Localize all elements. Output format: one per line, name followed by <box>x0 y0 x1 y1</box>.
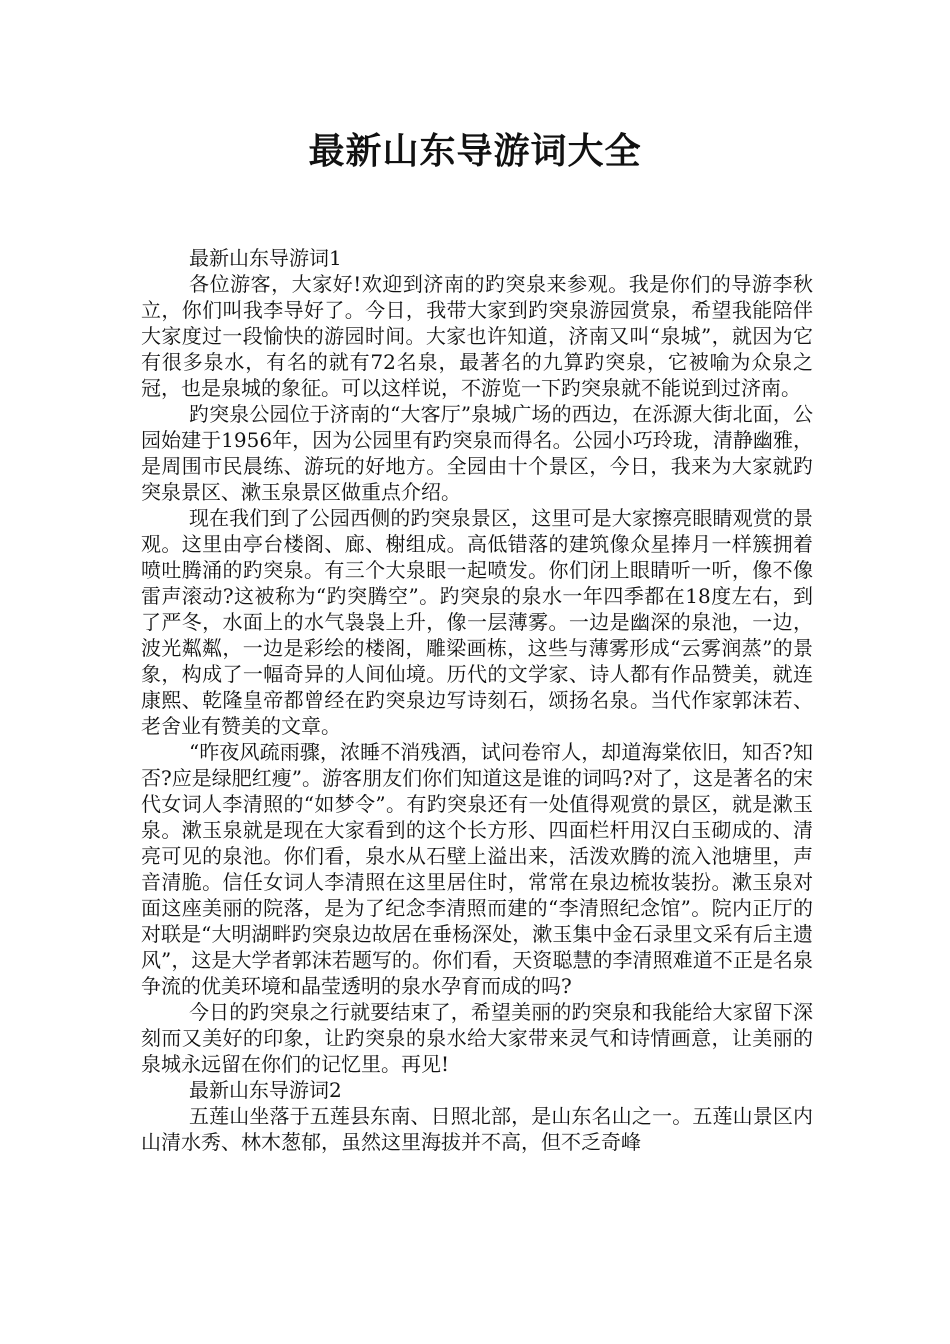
paragraph: 各位游客，大家好!欢迎到济南的趵突泉来参观。我是你们的导游李秋立，你们叫我李导好了。今日，我带大家到趵突泉游园赏泉，希望我能陪伴大家度过一段愉快的游园时间。大家也许知道，济南又叫“泉城”，就因为它有很多泉水，有名的就有72名泉，最著名的九算趵突泉，它被喻为众泉之冠，也是泉城的象征。可以这样说，不游览一下趵突泉就不能说到过济南。 <box>141 272 813 400</box>
section-heading: 最新山东导游词1 <box>189 246 342 270</box>
section-heading: 最新山东导游词2 <box>189 1078 342 1102</box>
paragraph: 现在我们到了公园西侧的趵突泉景区，这里可是大家擦亮眼睛观赏的景观。这里由亭台楼阁、廊、榭组成。高低错落的建筑像众星捧月一样簇拥着喷吐腾涌的趵突泉。有三个大泉眼一起喷发。你们闭上眼睛听一听，像不像雷声滚动?这被称为“趵突腾空”。趵突泉的泉水一年四季都在18度左右，到了严冬，水面上的水气袅袅上升，像一层薄雾。一边是幽深的泉池，一边，波光粼粼，一边是彩绘的楼阁，雕梁画栋，这些与薄雾形成“云雾润蒸”的景象，构成了一幅奇异的人间仙境。历代的文学家、诗人都有作品赞美，就连康熙、乾隆皇帝都曾经在趵突泉边写诗刻石，颂扬名泉。当代作家郭沫若、老舍业有赞美的文章。 <box>141 506 813 738</box>
paragraph: 今日的趵突泉之行就要结束了，希望美丽的趵突泉和我能给大家留下深刻而又美好的印象，让趵突泉的泉水给大家带来灵气和诗情画意，让美丽的泉城永远留在你们的记忆里。再见! <box>141 1000 813 1076</box>
paragraph: “昨夜风疏雨骤，浓睡不消残酒，试问卷帘人，却道海棠依旧，知否?知否?应是绿肥红瘦”。游客朋友们你们知道这是谁的词吗?对了，这是著名的宋代女词人李清照的“如梦令”。有趵突泉还有一处值得观赏的景区，就是漱玉泉。漱玉泉就是现在大家看到的这个长方形、四面栏杆用汉白玉砌成的、清亮可见的泉池。你们看，泉水从石壁上溢出来，活泼欢腾的流入池塘里，声音清脆。信任女词人李清照在这里居住时，常常在泉边梳妆装扮。漱玉泉对面这座美丽的院落，是为了纪念李清照而建的“李清照纪念馆”。院内正厅的对联是“大明湖畔趵突泉边故居在垂杨深处，漱玉集中金石录里文采有后主遗风”，这是大学者郭沫若题写的。你们看，天资聪慧的李清照难道不正是名泉争流的优美环境和晶莹透明的泉水孕育而成的吗? <box>141 740 813 998</box>
document-title: 最新山东导游词大全 <box>308 131 642 172</box>
paragraph: 趵突泉公园位于济南的“大客厅”泉城广场的西边，在泺源大街北面，公园始建于1956年，因为公园里有趵突泉而得名。公园小巧玲珑，清静幽雅，是周围市民晨练、游玩的好地方。全园由十个景区，今日，我来为大家就趵突泉景区、漱玉泉景区做重点介绍。 <box>141 402 813 504</box>
paragraph: 五莲山坐落于五莲县东南、日照北部，是山东名山之一。五莲山景区内山清水秀、林木葱郁，虽然这里海拔并不高，但不乏奇峰 <box>141 1104 813 1154</box>
document-body <box>141 245 813 1155</box>
